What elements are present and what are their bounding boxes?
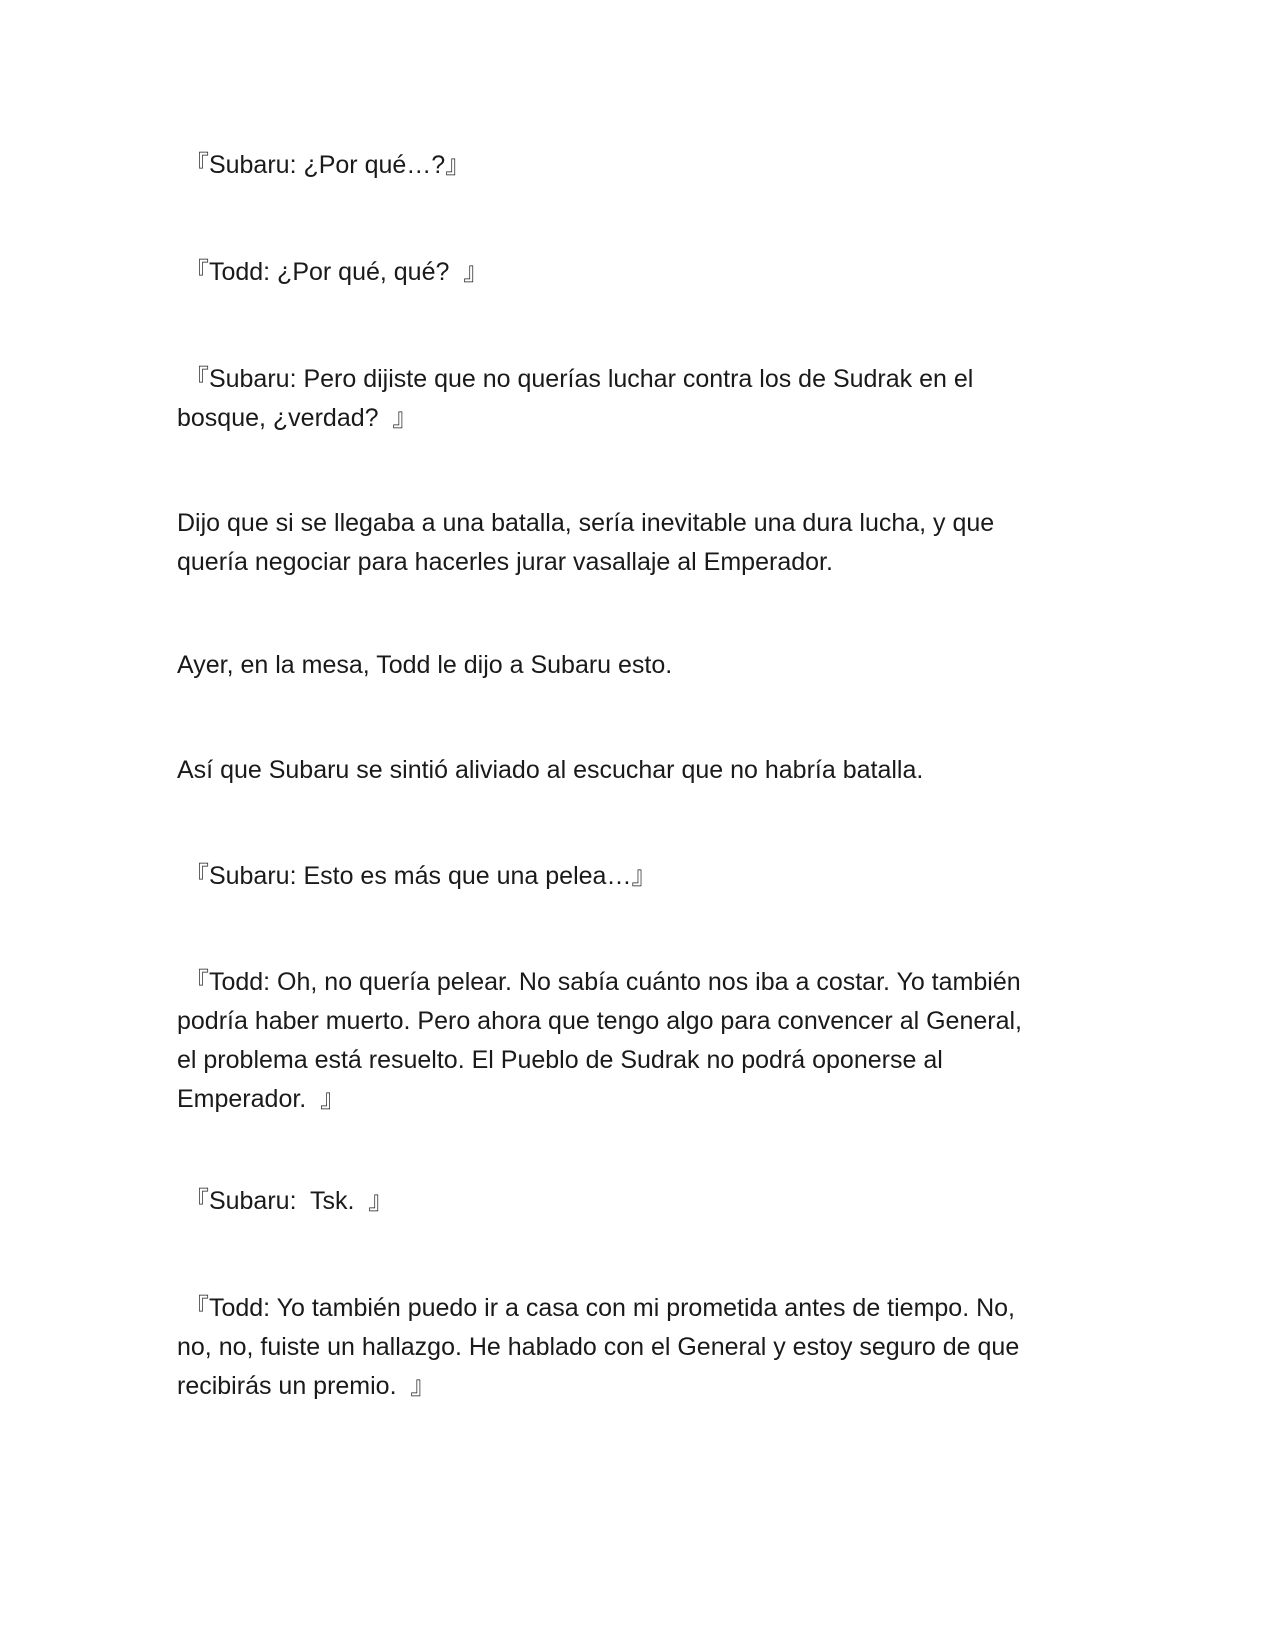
dialogue-todd-1: 『Todd: ¿Por qué, qué? 』 xyxy=(177,258,489,286)
dialogue-subaru-3: 『Subaru: Esto es más que una pelea…』 xyxy=(177,862,657,890)
dialogue-subaru-4: 『Subaru: Tsk. 』 xyxy=(177,1187,394,1215)
dialogue-subaru-2: 『Subaru: Pero dijiste que no querías luchar contra los de Sudrak en el bosque, ¿verdad? 』 xyxy=(177,365,974,432)
narration-3: Así que Subaru se sintió aliviado al escuchar que no habría batalla. xyxy=(177,756,924,784)
narration-1: Dijo que si se llegaba a una batalla, sería inevitable una dura lucha, y que quería negociar para hacerles jurar vasallaje al Emperador. xyxy=(177,509,995,576)
narration-2: Ayer, en la mesa, Todd le dijo a Subaru esto. xyxy=(177,651,673,679)
dialogue-todd-3: 『Todd: Yo también puedo ir a casa con mi prometida antes de tiempo. No, no, no, fuiste un hallazgo. He hablado con el General y estoy seguro de que recibirás un premio. 』 xyxy=(177,1294,1020,1400)
dialogue-subaru-1: 『Subaru: ¿Por qué…?』 xyxy=(177,151,471,179)
dialogue-todd-2: 『Todd: Oh, no quería pelear. No sabía cuánto nos iba a costar. Yo también podría haber muerto. Pero ahora que tengo algo para convencer al General, el problema está resuelto. El Pueblo de Sudrak no podrá oponerse al Emperador. 』 xyxy=(177,968,1022,1113)
